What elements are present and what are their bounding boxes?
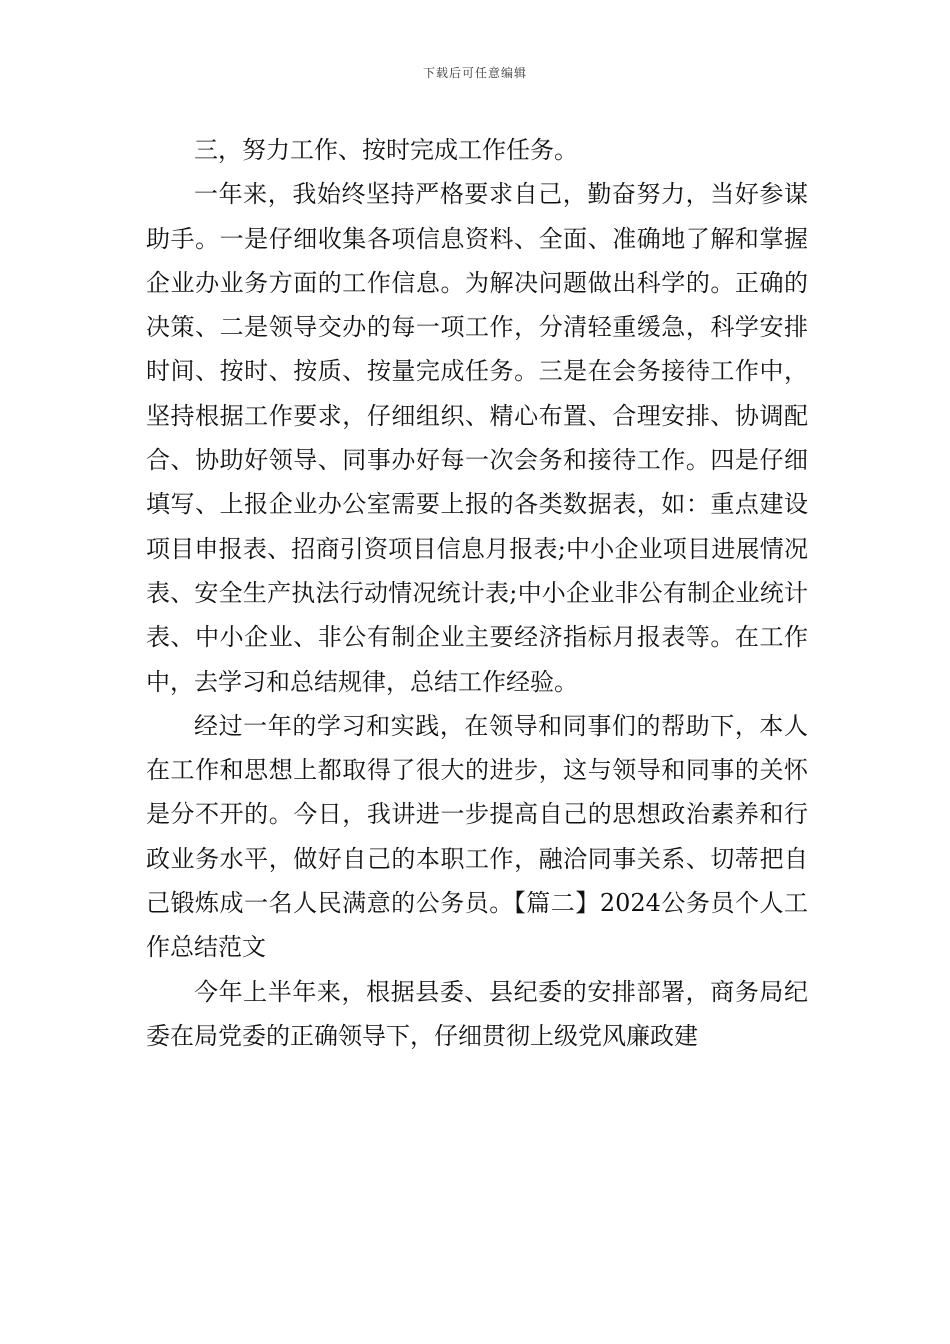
paragraph-first-half-year: 今年上半年来，根据县委、县纪委的安排部署，商务局纪委在局党委的正确领导下，仔细贯彻上级党风廉政建: [146, 977, 808, 1050]
document-body: [146, 128, 808, 1058]
paragraph-section-three-heading: 三，努力工作、按时完成工作任务。: [194, 136, 578, 164]
paragraph-progress-summary: 经过一年的学习和实践，在领导和同事们的帮助下，本人在工作和思想上都取得了很大的进步，这与领导和同事的关怀是分不开的。今日，我讲进一步提高自己的思想政治素养和行政业务水平，做好自己的本职工作，融洽同事关系、切蒂把自己锻炼成一名人民满意的公务员。【篇二】2024公务员个人工作总结范文: [146, 711, 808, 962]
paragraph-annual-work: 一年来，我始终坚持严格要求自己，勤奋努力，当好参谋助手。一是仔细收集各项信息资料、全面、准确地了解和掌握企业办业务方面的工作信息。为解决问题做出科学的。正确的决策、二是领导交办的每一项工作，分清轻重缓急，科学安排时间、按时、按质、按量完成任务。三是在会务接待工作中，坚持根据工作要求，仔细组织、精心布置、合理安排、协调配合、协助好领导、同事办好每一次会务和接待工作。四是仔细填写、上报企业办公室需要上报的各类数据表，如：重点建设项目申报表、招商引资项目信息月报表;中小企业项目进展情况表、安全生产执法行动情况统计表;中小企业非公有制企业统计表、中小企业、非公有制企业主要经济指标月报表等。在工作中，去学习和总结规律，总结工作经验。: [146, 180, 808, 696]
download-note: 下载后可任意编辑: [422, 66, 527, 80]
